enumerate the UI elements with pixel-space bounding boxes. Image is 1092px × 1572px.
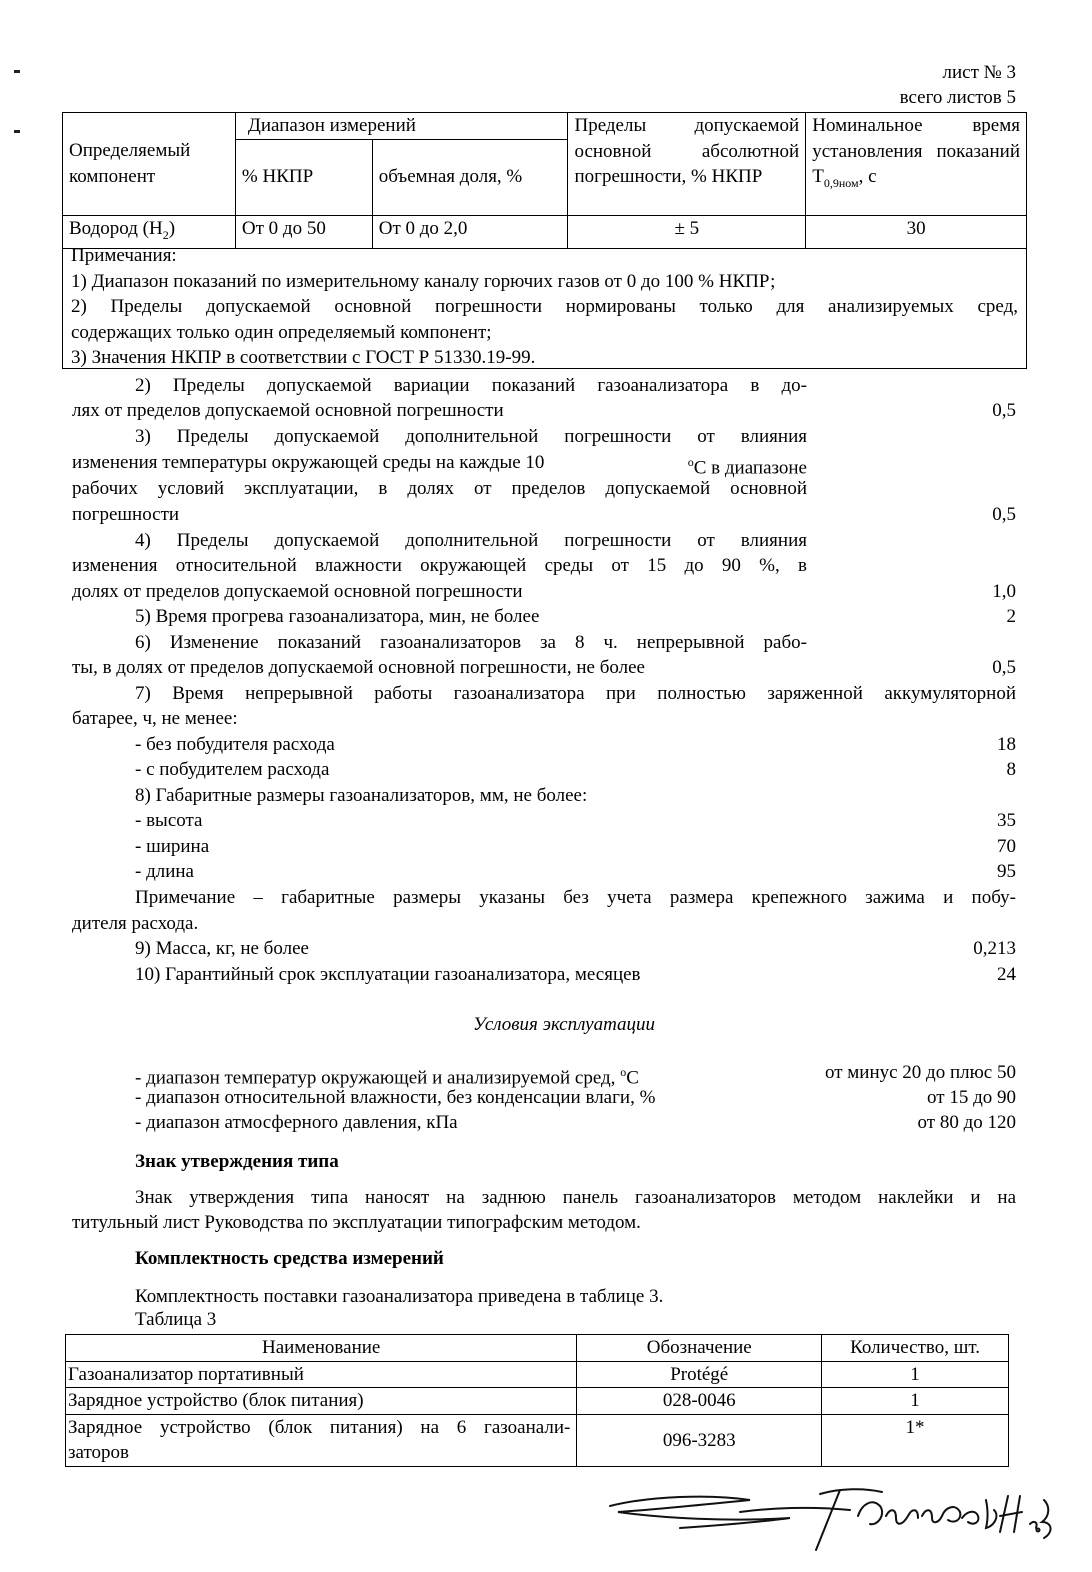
spec-7-without-pump-value: 18	[997, 734, 1016, 755]
col-lel-header: % НКПР	[235, 139, 372, 215]
table-row-name	[66, 1414, 577, 1466]
spec-10-value: 24	[997, 964, 1016, 985]
spec-5-value: 2	[1006, 606, 1016, 627]
scan-mark	[14, 130, 20, 133]
spec-6-value: 0,5	[992, 657, 1016, 678]
spec-8-width: - ширина	[135, 836, 210, 857]
table-row-name: Газоанализатор портативный	[66, 1361, 577, 1388]
completeness-table	[65, 1334, 1009, 1467]
completeness-heading: Комплектность средства измерений	[135, 1248, 444, 1269]
conditions-title: Условия эксплуатации	[472, 1014, 656, 1035]
note-2a: 2) Пределы допускаемой основной погрешности нормированы только для анализируемых сред,	[71, 296, 1018, 318]
signature	[590, 1460, 1070, 1570]
header-designation: Обозначение	[577, 1335, 822, 1362]
spec-4-line3: долях от пределов допускаемой основной погрешности	[72, 581, 523, 602]
component-subscript: 2	[162, 227, 169, 242]
degree-sign: o	[620, 1065, 627, 1079]
spec-5-text: 5) Время прогрева газоанализатора, мин, не более	[135, 606, 540, 627]
spec-3-value: 0,5	[992, 504, 1016, 525]
spec-7-line2: батарее, ч, не менее:	[72, 708, 238, 729]
spec-2-value: 0,5	[992, 400, 1016, 421]
spec-8-length-value: 95	[997, 861, 1016, 882]
temperature-range-value: от минус 20 до плюс 50	[824, 1062, 1016, 1083]
col-time-label: Номинальное время установления показаний	[812, 115, 1020, 162]
col-range-header: Диапазон измерений	[235, 113, 568, 140]
table-row-quantity: 1*	[822, 1414, 1009, 1466]
row-vol: От 0 до 2,0	[372, 215, 568, 248]
spec-4-line1: 4) Пределы допускаемой дополнительной погрешности от влияния	[135, 530, 807, 551]
col-vol-header: объемная доля, %	[372, 139, 568, 215]
completeness-text: Комплектность поставки газоанализатора приведена в таблице 3.	[135, 1286, 664, 1307]
temperature-unit: С	[626, 1067, 639, 1089]
row-error: ± 5	[568, 215, 806, 248]
spec-10-text: 10) Гарантийный срок эксплуатации газоанализатора, месяцев	[135, 964, 641, 985]
table-row-name: Зарядное устройство (блок питания)	[66, 1388, 577, 1415]
note-1: 1) Диапазон показаний по измерительному каналу горючих газов от 0 до 100 % НКПР;	[71, 270, 776, 292]
spec-8-text: 8) Габаритные размеры газоанализаторов, мм, не более:	[135, 785, 588, 806]
table-row-designation: 096-3283	[577, 1414, 822, 1466]
spec-4-line2: изменения относительной влажности окружающей среды от 15 до 90 %, в	[72, 555, 807, 576]
temperature-range-label: - диапазон температур окружающей и анализируемой сред,	[135, 1067, 616, 1089]
notes-box	[62, 241, 1027, 369]
table-row-designation: 028-0046	[577, 1388, 822, 1415]
spec-8-length: - длина	[135, 861, 194, 882]
approval-heading: Знак утверждения типа	[135, 1151, 339, 1172]
spec-2-line1: 2) Пределы допускаемой вариации показаний газоанализатора в до-	[135, 375, 807, 396]
spec-7-without-pump: - без побудителя расхода	[135, 734, 335, 755]
row-time: 30	[806, 215, 1027, 248]
measurement-table	[62, 112, 1027, 249]
spec-7-with-pump: - с побудителем расхода	[135, 759, 330, 780]
sheet-total: всего листов 5	[899, 87, 1016, 108]
component-end: )	[168, 217, 176, 239]
col-error-header: Пределы допускаемой основной абсолютной погрешности, % НКПР	[568, 113, 806, 216]
spec-8-width-value: 70	[997, 836, 1016, 857]
approval-text-line1: Знак утверждения типа наносят на заднюю панель газоанализаторов методом наклейки и на	[135, 1187, 1016, 1208]
row-lel: От 0 до 50	[235, 215, 372, 248]
component-name: Водород (H	[69, 217, 163, 239]
col-time-header	[806, 113, 1027, 216]
scan-mark	[14, 70, 20, 73]
spec-3-line1: 3) Пределы допускаемой дополнительной погрешности от влияния	[135, 426, 807, 447]
dimensions-note-line2: дителя расхода.	[72, 913, 199, 934]
col-time-symbol: Т	[812, 166, 824, 188]
spec-2-line2: лях от пределов допускаемой основной погрешности	[72, 400, 504, 421]
spec-7-line1: 7) Время непрерывной работы газоанализатора при полностью заряженной аккумуляторной	[135, 683, 1016, 704]
pressure-range-value: от 80 до 120	[917, 1112, 1016, 1133]
dimensions-note-line1: Примечание – габаритные размеры указаны без учета размера крепежного зажима и побу-	[135, 887, 1016, 908]
spec-9-value: 0,213	[973, 938, 1016, 959]
table-row-quantity: 1	[822, 1388, 1009, 1415]
spec-3-line4: погрешности	[72, 504, 180, 525]
approval-text-line2: титульный лист Руководства по эксплуатации типографским методом.	[72, 1212, 641, 1233]
table-row-name-line2: заторов	[68, 1442, 129, 1464]
table-3-label: Таблица 3	[135, 1309, 217, 1330]
note-3: 3) Значения НКПР в соответствии с ГОСТ Р 51330.19-99.	[71, 347, 536, 369]
sheet-number: лист № 3	[942, 62, 1016, 83]
spec-3-line3: рабочих условий эксплуатации, в долях от пределов допускаемой основной	[72, 478, 807, 499]
spec-8-height: - высота	[135, 810, 203, 831]
spec-8-height-value: 35	[997, 810, 1016, 831]
header-quantity: Количество, шт.	[822, 1335, 1009, 1362]
table-row-designation: Protégé	[577, 1361, 822, 1388]
degree-sign: o	[687, 455, 694, 469]
spec-9-text: 9) Масса, кг, не более	[135, 938, 309, 959]
spec-3-line2-end: С в диапазоне	[693, 457, 807, 479]
table-row-quantity: 1	[822, 1361, 1009, 1388]
col-time-unit: , с	[858, 166, 877, 188]
spec-4-value: 1,0	[992, 581, 1016, 602]
humidity-range-value: от 15 до 90	[927, 1087, 1016, 1108]
note-2b: содержащих только один определяемый компонент;	[71, 321, 492, 343]
humidity-range-label: - диапазон относительной влажности, без конденсации влаги, %	[135, 1087, 656, 1108]
col-component-header: Определяемый компонент	[63, 113, 236, 216]
spec-6-line2: ты, в долях от пределов допускаемой основной погрешности, не более	[72, 657, 645, 678]
spec-7-with-pump-value: 8	[1006, 759, 1016, 780]
notes-title: Примечания:	[71, 245, 177, 266]
col-time-subscript: 0,9ном	[823, 175, 859, 190]
pressure-range-label: - диапазон атмосферного давления, кПа	[135, 1112, 458, 1133]
table-row-name-line1: Зарядное устройство (блок питания) на 6 газоанали-	[68, 1416, 571, 1438]
spec-3-line2-text: изменения температуры окружающей среды на каждые 10	[72, 452, 545, 473]
spec-6-line1: 6) Изменение показаний газоанализаторов за 8 ч. непрерывной рабо-	[135, 632, 807, 653]
header-name: Наименование	[66, 1335, 577, 1362]
